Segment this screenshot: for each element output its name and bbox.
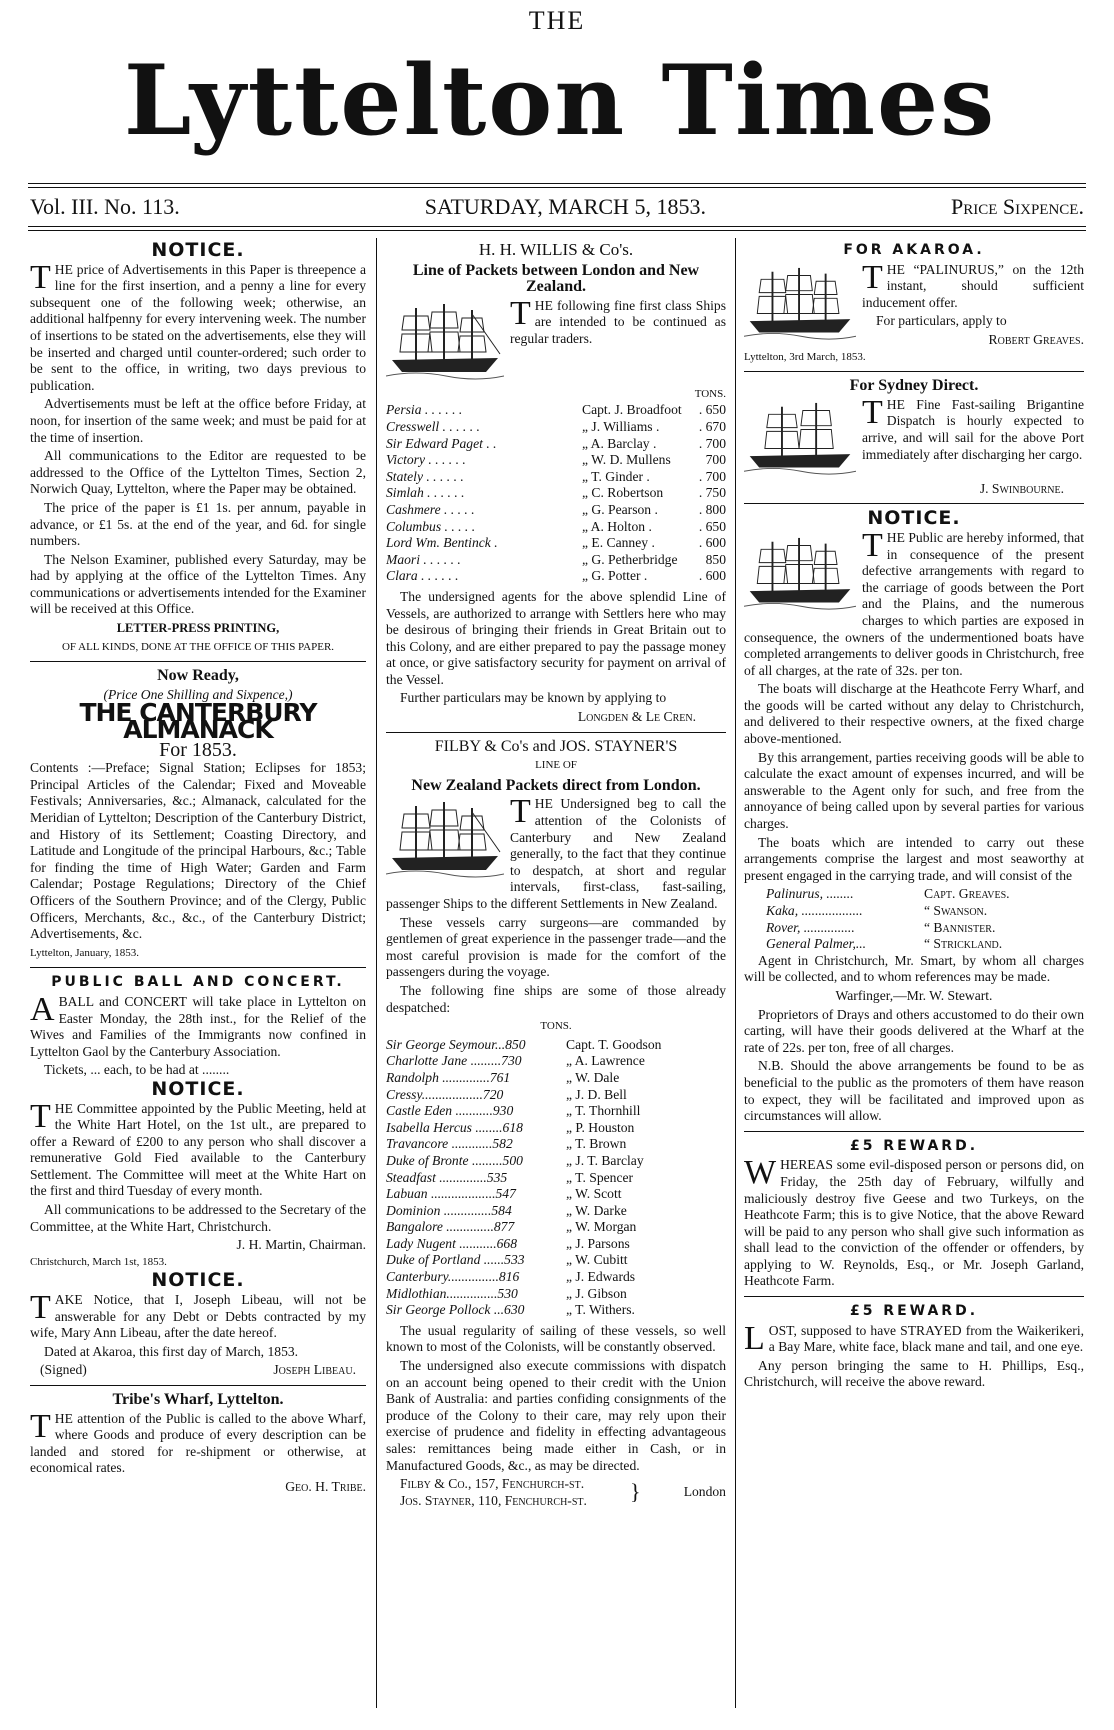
drop-cap: T: [862, 526, 883, 564]
reward-heading: £5 REWARD.: [849, 1137, 979, 1154]
notice-heading: NOTICE.: [867, 507, 961, 530]
masthead-rule-top: [28, 183, 1086, 184]
willis-signature: Longden & Le Cren.: [577, 709, 696, 725]
sydney-signature: J. Swinbourne.: [979, 480, 1064, 496]
table-row: Isabella Hercus ........618 „ P. Houston: [386, 1119, 635, 1135]
drop-cap: T: [30, 1407, 51, 1445]
drop-cap: A: [30, 990, 55, 1028]
filby-surgeons: These vessels carry surgeons—are commanded by gentlemen of great experience in the passenger trade—and the most careful provision is made for the comfort of the passengers during the voyage.: [386, 914, 726, 980]
notice-advertisements: THE price of Advertisements in this Paper is threepence a line for the first insertion, and a penny a line for every subsequent one of the following week; otherwise, an additional halfpenny for every intervening week. The number of insertions to be stated on the advertisements, else they will be inserted and charged until counter-ordered; such order to be sent to the office, in writing, two days previous to publication.: [30, 258, 366, 393]
almanack-date: Lyttelton, January, 1853.: [30, 946, 139, 959]
filby-ships-intro: The following fine ships are some of those already despatched:: [386, 982, 726, 1015]
column-3: [744, 240, 1084, 1710]
table-row: Sir Edward Paget . . „ A. Barclay . . 700: [386, 435, 726, 451]
willis-agents: The undersigned agents for the above splendid Line of Vessels, are authorized to arrange with Settlers here who may be desirous of bringing their friends in Great Britain out to this Colony, and are either prepared to pay the passage money at once, or give satisfactory security for payment on arrival of the Vessel.: [386, 588, 726, 687]
table-row: Steadfast ..............535 „ T. Spencer: [386, 1169, 634, 1185]
almanack-contents: Contents :—Preface; Signal Station; Eclipses for 1853; Principal Articles of the Calendar; Fixed and Moveable Festivals; Anniversaries, &c.; Almanack, calculated for the Meridian of Lyttelton; Description of the Canterbury District, and History of its Settlement; Coasting Directory, and Latitude and Longitude of the principal Harbours, &c.; Table for finding the time of High Water; Garden and Farm Calendar; Postage Regulations; Directory of the Chief Officers of the Southern Province; and of the Clergy, Public Officers, Merchants, &c., &c., of the Canterbury District; Advertisements, &c.: [30, 760, 366, 942]
libeau-signature: (Signed) Joseph Libeau.: [40, 1362, 356, 1378]
sydney-notice: THE Fine Fast-sailing Brigantine Dispatch is hourly expected to arrive, and will sail for the above Port immediately after discharging her cargo.: [862, 393, 1084, 462]
table-row: Cashmere . . . . . „ G. Pearson . . 800: [386, 501, 726, 517]
gold-reward-date: Christchurch, March 1st, 1853.: [30, 1255, 167, 1268]
boats-discharge: The boats will discharge at the Heathcote Ferry Wharf, and the goods will be carted without any delay to Christchurch, and delivered to their respective owners, at the fixed charge above-mentioned.: [744, 681, 1084, 747]
drop-cap: T: [30, 1289, 51, 1327]
gold-reward-signature: J. H. Martin, Chairman.: [236, 1237, 366, 1253]
table-row: Cressy..................720 „ J. D. Bell: [386, 1086, 627, 1102]
ship-icon: [744, 532, 856, 616]
table-row: Cresswell . . . . . . „ J. Williams . . 670: [386, 418, 726, 434]
tribe-wharf-heading: Tribe's Wharf, Lyttelton.: [112, 1391, 284, 1408]
almanack-price: (Price One Shilling and Sixpence,): [103, 686, 293, 702]
notice-communications: All communications to the Editor are requested to be addressed to the Office of the Lyttelton Times, Section 2, Norwich Quay, Lyttelton, where the Paper may be obtained.: [30, 448, 366, 497]
now-ready-heading: Now Ready,: [157, 667, 239, 685]
column-2: [386, 240, 726, 1710]
table-row: Dominion ..............584 „ W. Darke: [386, 1202, 627, 1218]
ship-icon: [386, 300, 504, 384]
drop-cap: W: [744, 1154, 777, 1192]
table-row: Lord Wm. Bentinck . „ E. Canney . . 600: [386, 535, 726, 551]
table-row: Simlah . . . . . . „ C. Robertson . 750: [386, 485, 726, 501]
masthead-the: THE: [528, 6, 586, 35]
list-item: Palinurus, ........ Capt. Greaves.: [766, 886, 1010, 902]
masthead-title: Lyttelton Times: [123, 44, 997, 157]
volume-number: Vol. III. No. 113.: [30, 194, 180, 219]
boats-arrangement: By this arrangement, parties receiving goods will be able to calculate the exact amount of expenses incurred, and will be answerable to the Agent only for such, and free from the annoyance of being called upon by several parties for various charges.: [744, 749, 1084, 832]
drop-cap: L: [744, 1319, 765, 1357]
drop-cap: T: [30, 1097, 51, 1135]
table-row: Castle Eden ...........930 „ T. Thornhill: [386, 1103, 641, 1119]
willis-particulars: Further particulars may be known by applying to: [400, 690, 667, 706]
list-item: Rover, ............... “ Bannister.: [766, 919, 996, 935]
almanack-year: For 1853.: [159, 738, 237, 761]
filby-line-of: LINE OF: [535, 759, 577, 772]
tons-header: TONS.: [694, 387, 726, 400]
gold-reward-notice: THE Committee appointed by the Public Meeting, held at the White Hart Hotel, on the 1st ult., are prepared to offer a Reward of £200 to any person who shall discover a remunerative Gold Fied available to the Canterbury Settlement. The Committee will meet at the White Hart on the first and third Tuesday of every month.: [30, 1097, 366, 1199]
willis-ship-list: [386, 402, 726, 585]
boats-warfinger: Warfinger,—Mr. W. Stewart.: [835, 987, 993, 1003]
ship-icon: [744, 264, 856, 344]
table-row: Duke of Portland ......533 „ W. Cubitt: [386, 1252, 628, 1268]
issue-date: SATURDAY, MARCH 5, 1853.: [424, 194, 706, 219]
ship-icon: [744, 399, 856, 479]
issue-price: Price Sixpence.: [951, 194, 1084, 219]
reward-mare-return: Any person bringing the same to H. Phillips, Esq., Christchurch, will receive the above reward.: [744, 1357, 1084, 1390]
akaroa-notice: THE “PALINURUS,” on the 12th instant, should sufficient inducement offer.: [862, 258, 1084, 310]
dateline-rule: [28, 226, 1086, 227]
separator: [386, 732, 726, 733]
table-row: Sir George Pollock ...630 „ T. Withers.: [386, 1302, 635, 1318]
brace-glyph: }: [630, 1479, 641, 1505]
akaroa-signature: Robert Greaves.: [988, 331, 1084, 347]
willis-heading: H. H. WILLIS & Co's.: [478, 240, 634, 259]
separator: [30, 1385, 366, 1386]
table-row: Columbus . . . . . „ A. Holton . . 650: [386, 518, 726, 534]
almanack-title: THE CANTERBURY ALMANACK: [79, 698, 317, 745]
table-row: Duke of Bronte .........500 „ J. T. Barclay: [386, 1152, 644, 1168]
letterpress-heading: LETTER-PRESS PRINTING,: [116, 621, 280, 636]
willis-subheading: Line of Packets between London and New Zealand.: [412, 261, 700, 296]
dateline-rule2: [28, 230, 1086, 231]
akaroa-date: Lyttelton, 3rd March, 1853.: [744, 350, 866, 363]
table-row: Maori . . . . . . „ G. Petherbridge 850: [386, 551, 726, 567]
table-row: Midlothian...............530 „ J. Gibson: [386, 1285, 627, 1301]
notice-deadline: Advertisements must be left at the office before Friday, at noon, for insertion of the same week; and must be paid for at the time of insertion.: [30, 396, 366, 445]
table-row: Persia . . . . . . Capt. J. Broadfoot . 650: [386, 402, 726, 418]
boats-nb: N.B. Should the above arrangements be found to be as beneficial to the public as the promoters of them have reason to expect, they will be facilitated and improved upon as circumstances will allow.: [744, 1058, 1084, 1124]
separator: [744, 1296, 1084, 1297]
table-row: Sir George Seymour...850 Capt. T. Goodson: [386, 1036, 662, 1052]
table-row: Lady Nugent ...........668 „ J. Parsons: [386, 1235, 630, 1251]
column-1: [30, 240, 366, 1710]
drop-cap: T: [862, 393, 883, 431]
dateline: [30, 194, 1084, 220]
separator: [30, 967, 366, 968]
notice-price: The price of the paper is £1 1s. per annum, payable in advance, or £1 5s. at the end of the year, and 6d. for single numbers.: [30, 499, 366, 549]
separator: [30, 661, 366, 662]
notice-heading: NOTICE.: [151, 240, 245, 261]
table-row: Labuan ...................547 „ W. Scott: [386, 1186, 622, 1202]
letterpress-sub: OF ALL KINDS, DONE AT THE OFFICE OF THIS PAPER.: [61, 640, 335, 653]
separator: [744, 503, 1084, 504]
table-row: Bangalore ..............877 „ W. Morgan: [386, 1219, 637, 1235]
filby-commissions: The undersigned also execute commissions with dispatch on an account being opened to their credit with the Union Bank of Australia: and parties confiding consignments of the produce of the Colony to their care, may rely upon their exercise of prudence and fidelity in effecting advantageous sales: remittances being made either in Cash, or in Manufactured Goods, &c., as may be directed.: [386, 1358, 726, 1473]
akaroa-heading: FOR AKAROA.: [843, 242, 985, 258]
filby-heading: FILBY & Co's and JOS. STAYNER'S: [434, 737, 678, 755]
libeau-notice: TAKE Notice, that I, Joseph Libeau, will not be answerable for any Debt or Debts contracted by my wife, Mary Ann Libeau, after the date hereof.: [30, 1289, 366, 1341]
notice-examiner: The Nelson Examiner, published every Saturday, may be had by applying at the office of the Lyttelton Times. Any communications or advertisements intended for the Examiner will be received at this Office.: [30, 551, 366, 617]
drop-cap: T: [510, 294, 531, 332]
filby-intro: THE Undersigned beg to call the attention of the Colonists of Canterbury and New Zealand generally, to the fact that they continue to despatch, at short and regular intervals, first-class, fast-sailing, passenger Ships to the different Settlements in New Zealand.: [386, 793, 726, 911]
table-row: Victory . . . . . . „ W. D. Mullens 700: [386, 452, 726, 468]
separator: [744, 1131, 1084, 1132]
table-row: Travancore ............582 „ T. Brown: [386, 1136, 627, 1152]
tribe-wharf-notice: THE attention of the Public is called to the above Wharf, where Goods and produce of every description can be landed and stored for re-shipment or otherwise, at economical rates.: [30, 1407, 366, 1476]
drop-cap: T: [30, 258, 51, 296]
tribe-signature: Geo. H. Tribe.: [285, 1478, 366, 1494]
gold-reward-contact: All communications to be addressed to the Secretary of the Committee, at the White Hart, Christchurch.: [30, 1202, 366, 1234]
column-rule-1: [376, 238, 377, 1708]
filby-subheading: New Zealand Packets direct from London.: [411, 776, 701, 794]
filby-ship-list: [386, 1037, 726, 1319]
filby-regularity: The usual regularity of sailing of these vessels, so well known to most of the Colonists, will be constantly observed.: [386, 1322, 726, 1355]
reward-mare-notice: LOST, supposed to have STRAYED from the Waikerikeri, a Bay Mare, white face, black mane and tail, and one eye.: [744, 1319, 1084, 1357]
akaroa-apply: For particulars, apply to: [876, 313, 1007, 329]
drop-cap: T: [862, 258, 883, 296]
ball-announcement: ABALL and CONCERT will take place in Lyttelton on Easter Monday, the 28th inst., for the Relief of the Wives and Families of the Immigrants now confined in Lyttelton Gaol by the Canterbury Association.: [30, 990, 366, 1059]
tons-header: TONS.: [540, 1020, 572, 1033]
reward-heading: £5 REWARD.: [849, 1303, 979, 1320]
filby-signatures: Filby & Co., 157, Fenchurch-st. Jos. Stayner, 110, Fenchurch-st. } London: [400, 1476, 726, 1508]
libeau-dated: Dated at Akaroa, this first day of March, 1853.: [44, 1343, 299, 1359]
notice-heading: NOTICE.: [151, 1077, 245, 1100]
notice-heading: NOTICE.: [151, 1269, 245, 1292]
table-row: Charlotte Jane .........730 „ A. Lawrence: [386, 1053, 645, 1069]
sydney-heading: For Sydney Direct.: [849, 377, 979, 395]
ball-tickets: Tickets, ... each, to be had at ........: [44, 1062, 230, 1078]
masthead-rule-top2: [28, 187, 1086, 188]
column-rule-2: [735, 238, 736, 1708]
ball-heading: PUBLIC BALL AND CONCERT.: [51, 974, 345, 991]
ship-icon: [386, 798, 504, 882]
table-row: Clara . . . . . . „ G. Potter . . 600: [386, 568, 726, 584]
boats-agent: Agent in Christchurch, Mr. Smart, by whom all charges will be collected, and to whom references may be made.: [744, 952, 1084, 985]
reward-geese-notice: WHEREAS some evil-disposed person or persons did, on Friday, the 25th day of February, wilfully and maliciously destroy five Geese and two Turkeys, on the Heathcote Farm; this is to give Notice, that the above Reward will be paid to any person who shall give such information as shall lead to the conviction of the offender or offenders, by applying to W. Reynolds, Esq., or Mr. Joseph Garland, Heathcote Farm.: [744, 1154, 1084, 1289]
boats-notice: THE Public are hereby informed, that in consequence of the present defective arrangements with regard to the carriage of goods between the Port and the Plains, and the numerous charges to which parties are exposed in consequence, the owners of the undermentioned boats have completed arrangements to deliver goods in Christchurch, free of all charges, at the rate of 32s. per ton.: [744, 526, 1084, 678]
boat-list: [744, 886, 1084, 952]
list-item: General Palmer,... “ Strickland.: [766, 936, 1003, 952]
list-item: Kaka, .................. “ Swanson.: [766, 903, 988, 918]
table-row: Randolph ..............761 „ W. Dale: [386, 1069, 620, 1085]
table-row: Canterbury...............816 „ J. Edwards: [386, 1269, 636, 1285]
separator: [744, 371, 1084, 372]
table-row: Stately . . . . . . „ T. Ginder . . 700: [386, 468, 726, 484]
willis-intro: THE following fine first class Ships are intended to be continued as regular traders.: [510, 294, 726, 346]
drop-cap: T: [510, 793, 531, 831]
boats-drays: Proprietors of Drays and others accustomed to do their own carting, will have their goods delivered at the Wharf at the rate of 22s. per ton, free of all charges.: [744, 1006, 1084, 1055]
boats-consist: The boats which are intended to carry out these arrangements comprise the largest and most seaworthy at present engaged in the carrying trade, and will consist of the: [744, 834, 1084, 883]
